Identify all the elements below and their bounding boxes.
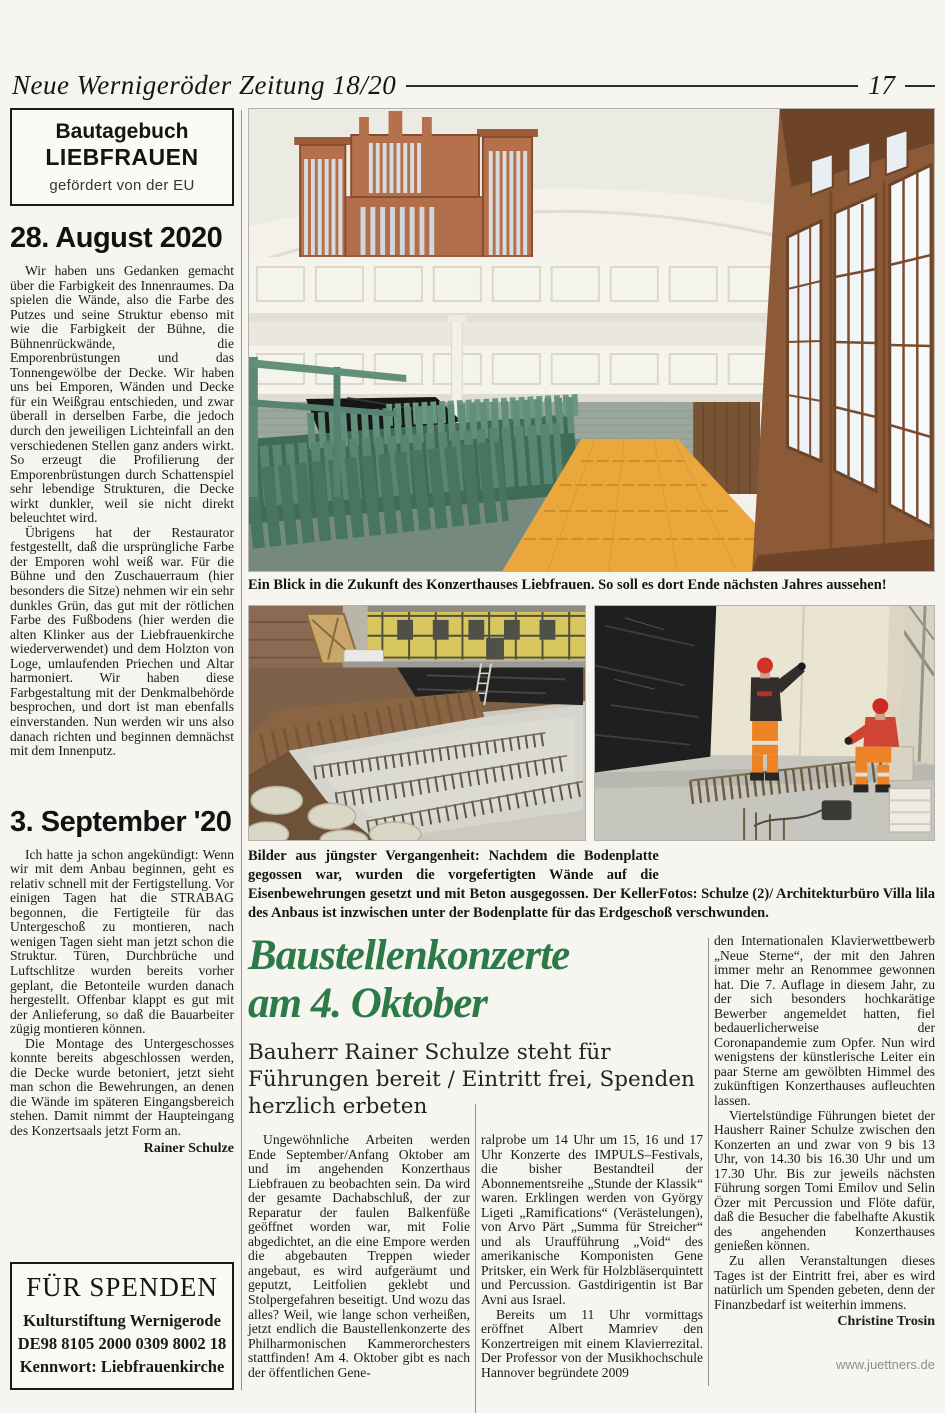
hero-caption: Ein Blick in die Zukunft des Konzerthauses Liebfrauen. So soll es dort Ende nächsten Jahres aussehen! bbox=[248, 577, 887, 593]
street-houses bbox=[249, 606, 585, 675]
donation-keyword: Kennwort: Liebfrauenkirche bbox=[19, 1357, 225, 1376]
article-column-1 bbox=[248, 1133, 470, 1380]
diary-entry-heading-1: 28. August 2020 bbox=[10, 222, 223, 254]
article-column-2 bbox=[481, 1133, 703, 1380]
concert-hall-rendering bbox=[249, 109, 934, 571]
diary-entry-heading-2: 3. September '20 bbox=[10, 805, 232, 838]
donation-title: FÜR SPENDEN bbox=[26, 1272, 218, 1302]
article-paragraph: Bereits um 11 Uhr vormittags eröffnet Albert Mamriev den Konzertreigen mit einem Klavierrezital. Der Professor von der Musikhochschule Hannover begründete 2009 bbox=[481, 1306, 703, 1380]
article-column-rule-1 bbox=[475, 1104, 476, 1413]
diary-byline: Rainer Schulze bbox=[143, 1140, 234, 1156]
diary-paragraph: Ich hatte ja schon angekündigt: Wenn wir mit dem Anbau beginnen, geht es relativ schnell mit der Fertigstellung. Vor einigen Tagen hat die STRABAG begonnen, die Fertigteile für das Untergeschoß zu montieren, nach wenigen Tagen sieht man jetzt schon die Struktur. Türen, Durchbrüche und Luftschlitze wurden bereits vorher geplant, die Betonteile wurden danach hergestellt. Offenbar klappt es gut mit der Anlieferung, so daß die Bauarbeiter zügig montieren können. bbox=[10, 846, 234, 1037]
hero-rendering-photo bbox=[248, 108, 935, 572]
photos-credit: Fotos: Schulze (2)/ Architekturbüro Villa lila bbox=[658, 886, 935, 902]
article-subhead: Bauherr Rainer Schulze steht für Führungen bereit / Eintritt frei, Spenden herzlich erbeten bbox=[248, 1040, 695, 1119]
diary-sidebar bbox=[10, 108, 234, 1376]
article-paragraph: Ungewöhnliche Arbeiten werden Ende September/Anfang Oktober am und im angehenden Konzerthaus Liebfrauen zu beobachten sein. Da wird der gesamte Dachabschluß, der zur Reparatur der faulen Balkenfüße geöffnet worden war, mit Folie abgedichtet, an die eine Empore werden die abgebauten Treppen wieder angebaut, es wird aufgeräumt und geputzt, Leitfolien geklebt und Stolpergefahren beseitigt. Und wozu das alles? Weil, wie lange schon verheißen, jetzt endlich die Baustellenkonzerte des Philharmonischen Kammerorchesters stattfinden! Am 4. Oktober gibt es nach der öffentlichen Gene- bbox=[248, 1132, 470, 1380]
article-paragraph: ralprobe um 14 Uhr um 15, 16 und 17 Uhr Konzerte des IMPULS–Festivals, die bisher Bestandteil der Abonnementsreihe „Stunde der Klassik“ waren. Erklingen werden von György Ligeti „Ramifications“ (Verästelungen), von Arvo Pärt „Summa für Streicher“ und als Uraufführung „Void“ des amerikanische Komponisten Gene Pritsker, ein Werk für Holzbläserquintett und Percussion. Gastdirigentin ist Bar Avni aus Israel. bbox=[481, 1132, 703, 1308]
wall-mounting-photo bbox=[595, 606, 934, 840]
pallet-box bbox=[889, 788, 931, 832]
photos-caption-text: Bilder aus jüngster Vergangenheit: Nachdem die Bodenplatte gegossen war, wurden die vorgefertigten Wände auf die Eisenbewehrungen gesetzt und mit Beton ausgegossen. Der Keller des Anbaus ist inzwischen unter der Bodenplatte für das Erdgeschoß verschwunden. bbox=[248, 848, 769, 921]
website-url: www.juettners.de bbox=[836, 1357, 935, 1373]
headline-line-2: am 4. Oktober bbox=[248, 980, 488, 1027]
excavation-photo bbox=[249, 606, 585, 840]
headline-line-1: Baustellenkonzerte bbox=[248, 932, 570, 979]
donation-iban: DE98 8105 2000 0309 8002 18 bbox=[17, 1334, 227, 1353]
article-paragraph: Zu allen Veranstaltungen dieses Tages ist der Eintritt frei, aber es wird natürlich um Spenden gebeten, denn der Finanzbedarf ist weiterhin immens. bbox=[714, 1253, 935, 1312]
masthead-title: Neue Wernigeröder Zeitung 18/20 bbox=[12, 70, 397, 100]
article-byline: Christine Trosin bbox=[837, 1314, 935, 1330]
construction-photo-right bbox=[594, 605, 935, 841]
masthead-rule bbox=[406, 85, 858, 87]
bautagebuch-infobox bbox=[10, 108, 234, 206]
diary-paragraph: Wir haben uns Gedanken gemacht über die Farbigkeit des Innenraumes. Da spielen die Wände, also die Farbe des Putzes und seine Struktur ebenso mit wie die Farbigkeit der Bühne, die Bühnenrückwände, die Emporenbrüstungen und das Tonnengewölbe der Decke. Wir haben uns bei Emporen, Wänden und Decke für ein Weißgrau entschieden, und zwar überall in derselben Farbe, die jedoch durch den jeweiligen Lichteinfall an den verschiedenen Stellen ganz anders wirkt. So erzeugt die Profilierung der Emporenbrüstungen durch Schattenspiel sehr lebendige Strukturen, die Decke wirkt dunkler, weil sie nicht direkt beleuchtet wird. bbox=[10, 263, 234, 526]
donation-box bbox=[10, 1262, 234, 1390]
window-wall bbox=[752, 109, 934, 571]
infobox-subtitle: gefördert von der EU bbox=[49, 177, 195, 194]
article-baustellenkonzerte bbox=[248, 932, 935, 1413]
main-content bbox=[248, 108, 935, 1413]
black-foil bbox=[595, 606, 716, 773]
diary-paragraph: Die Montage des Untergeschosses konnte bereits abgeschlossen werden, die Decke wurde betoniert, jetzt sieht man schon die Bewehrungen, an denen die Wände im späteren Eingangsbereich stehen. Damit nimmt der Haupteingang des Konzertsaals jetzt Form an. bbox=[10, 1035, 234, 1138]
column-divider bbox=[241, 110, 242, 1390]
article-paragraph: Viertelstündige Führungen bietet der Hausherr Rainer Schulze zwischen den Konzerten an und zwar von 9 bis 13 Uhr, von 14.30 bis 16.30 Uhr und um 17.30 Uhr. Bis zur jeweils nächsten Führung sorgen Tomi Emilov und Selin Özer mit Percussion und Flöte dafür, daß die Besucher die fabelhafte Akustik des angehenden Konzerthauses genießen können. bbox=[714, 1107, 935, 1254]
masthead-rule-short bbox=[905, 85, 935, 87]
balcony-parapet bbox=[249, 257, 804, 417]
article-column-3 bbox=[714, 934, 935, 1372]
diary-paragraph: Übrigens hat der Restaurator festgestellt, daß die ursprüngliche Farbe der Emporen wohl weiß war. Für die Bühne und den Zuschauerraum (hier besonders die Sitze) nehmen wir ein sehr dunkles Grün, das gut mit der rötlichen Farbe des Fußbodens (hier werden die alten Klinker aus der Liebfrauenkirche wiederverwendet) und dem Holzton von Loge, umlaufenden Priechen und Altar harmoniert. Wir haben diese Farbgestaltung mit der Denkmalbehörde besprochen, und dort ist man ebenfalls einverstanden. Nun werden wir uns also danach richten und beginnen demnächst mit dem Innenputz. bbox=[10, 524, 234, 759]
page-number: 17 bbox=[868, 70, 895, 100]
masthead bbox=[12, 70, 935, 101]
article-column-rule-2 bbox=[708, 938, 709, 1386]
infobox-title: Bautagebuch bbox=[55, 120, 189, 143]
donation-recipient: Kulturstiftung Wernigerode bbox=[23, 1311, 221, 1330]
photos-caption bbox=[248, 847, 935, 923]
infobox-name: LIEBFRAUEN bbox=[45, 144, 199, 170]
photo-row bbox=[248, 605, 935, 841]
article-paragraph: den Internationalen Klavierwettbewerb „Neue Sterne“, der mit den Jahren immer mehr an Renommee gewonnen hat. Die 7. Auflage in diesem Jahr, zu der sich besonders hochkarätige Bewerber angemeldet hatten, fiel bedauerlicherweise der Coronapandemie zum Opfer. Nun wird wenigstens der künstlerische Leiter ein paar Sterne am gewölbten Himmel des zukünftigen Konzerthauses aufleuchten lassen. bbox=[714, 933, 935, 1109]
construction-photo-left bbox=[248, 605, 586, 841]
article-headline bbox=[248, 932, 703, 1028]
